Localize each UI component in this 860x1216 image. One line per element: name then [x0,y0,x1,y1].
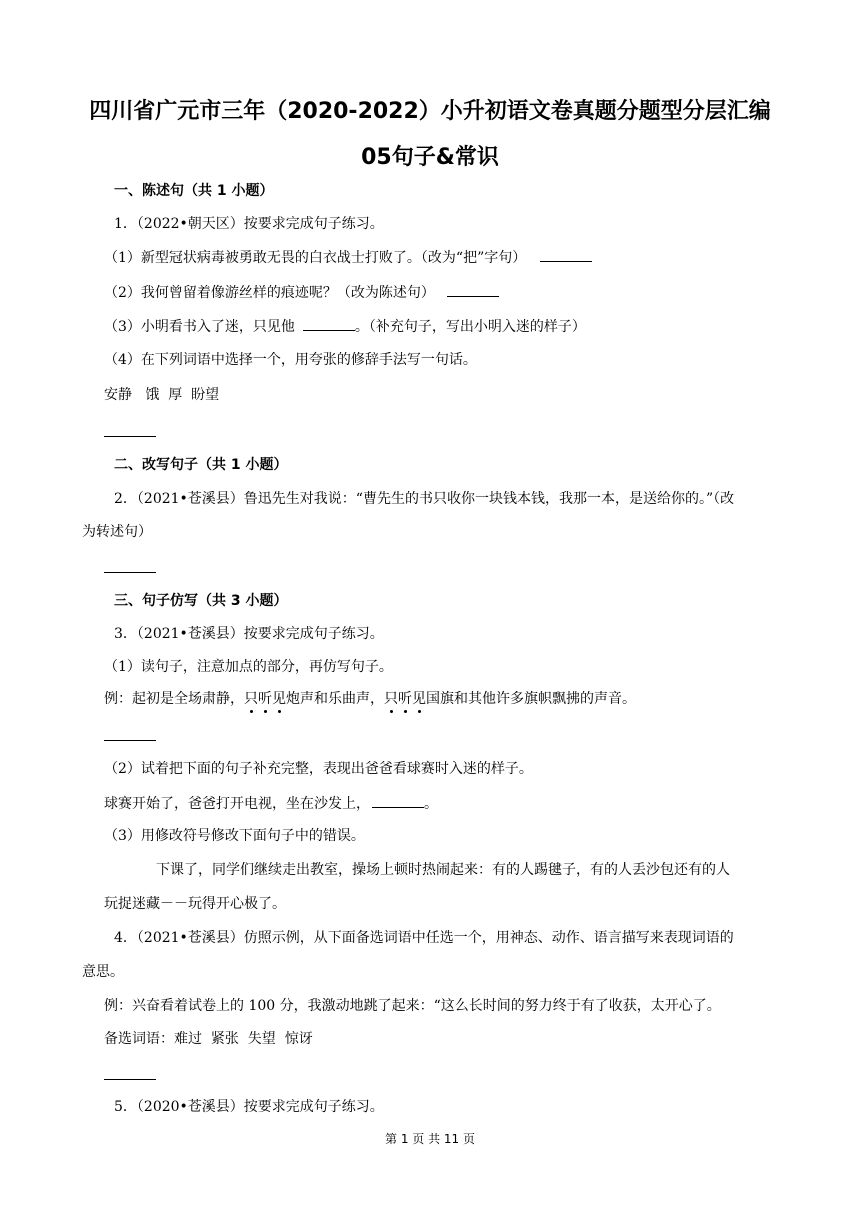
answer-blank[interactable] [372,793,424,808]
answer-line[interactable] [104,436,156,437]
question-2-line-1: 2．（2021•苍溪县）鲁迅先生对我说：“曹先生的书只收你一块钱本钱，我那一本，是送给你的。”（改 [114,491,735,507]
question-1-part-1 [104,247,596,268]
emphasis-char: 听 [398,691,412,707]
question-5-stem: 5．（2020•苍溪县）按要求完成句子练习。 [114,1099,384,1115]
question-1-part-2 [104,282,503,303]
answer-line[interactable] [104,572,156,573]
question-3-part-3-text-line-1: 下课了，同学们继续走出教室，操场上顿时热闹起来：有的人踢毽子，有的人丢沙包还有的人 [156,862,730,878]
emphasis-char: 只 [384,691,398,707]
emphasis-char: 听 [258,691,272,707]
emphasized-phrase-1 [244,691,286,707]
answer-blank[interactable] [447,282,499,297]
question-4-example: 例：兴奋看着试卷上的 100 分，我激动地跳了起来：“这么长时间的努力终于有了收获，太开心了。 [104,998,721,1014]
question-3-part-3: （3）用修改符号修改下面句子中的错误。 [104,828,365,844]
sentence-text-a: 球赛开始了，爸爸打开电视，坐在沙发上， [104,796,370,812]
answer-blank[interactable] [303,316,355,331]
emphasis-char: 见 [412,691,426,707]
question-3-part-1: （1）读句子，注意加点的部分，再仿写句子。 [104,659,393,675]
question-4-word-list: 备选词语：难过 紧张 失望 惊讶 [104,1031,313,1047]
question-1-part-3-text-a: （3）小明看书入了迷，只见他 [104,319,295,335]
section-heading-2: 二、改写句子（共 1 小题） [114,457,288,473]
answer-line[interactable] [104,1079,156,1080]
question-3-part-2-sentence [104,793,438,814]
example-text-b: 炮声和乐曲声， [286,691,384,707]
answer-blank[interactable] [540,247,592,262]
emphasis-char: 见 [272,691,286,707]
answer-line[interactable] [104,740,156,741]
question-3-part-2: （2）试着把下面的句子补充完整，表现出爸爸看球赛时入迷的样子。 [104,761,533,777]
document-title-line-1: 四川省广元市三年（2020-2022）小升初语文卷真题分题型分层汇编 [89,99,771,124]
sentence-text-b: 。 [424,796,438,812]
question-1-word-list: 安静 饿 厚 盼望 [104,387,220,403]
section-heading-1: 一、陈述句（共 1 小题） [114,183,274,199]
question-4-line-1: 4．（2021•苍溪县）仿照示例，从下面备选词语中任选一个，用神态、动作、语言描写来表现词语的 [114,930,734,946]
question-1-part-1-text: （1）新型冠状病毒被勇敢无畏的白衣战士打败了。（改为“把”字句） [104,250,527,266]
section-heading-3: 三、句子仿写（共 3 小题） [114,593,288,609]
question-3-example [104,689,636,709]
question-4-line-2: 意思。 [82,964,124,980]
example-text-c: 国旗和其他许多旗帜飘拂的声音。 [426,691,636,707]
question-2-line-2: 为转述句） [82,524,152,540]
question-1-stem: 1．（2022•朝天区）按要求完成句子练习。 [114,216,384,232]
emphasis-char: 只 [244,691,258,707]
example-text-a: 例：起初是全场肃静， [104,691,244,707]
question-1-part-4: （4）在下列词语中选择一个，用夸张的修辞手法写一句话。 [104,352,477,368]
question-3-stem: 3．（2021•苍溪县）按要求完成句子练习。 [114,626,384,642]
question-1-part-2-text: （2）我何曾留着像游丝样的痕迹呢？（改为陈述句） [104,285,435,301]
question-1-part-3-text-b: 。（补充句子，写出小明入迷的样子） [354,319,586,335]
emphasized-phrase-2 [384,691,426,707]
document-title-line-2: 05句子&常识 [361,145,499,170]
question-1-part-3 [104,316,586,337]
question-3-part-3-text-line-2: 玩捉迷藏－－玩得开心极了。 [104,896,286,912]
page-footer: 第 1 页 共 11 页 [385,1132,475,1146]
